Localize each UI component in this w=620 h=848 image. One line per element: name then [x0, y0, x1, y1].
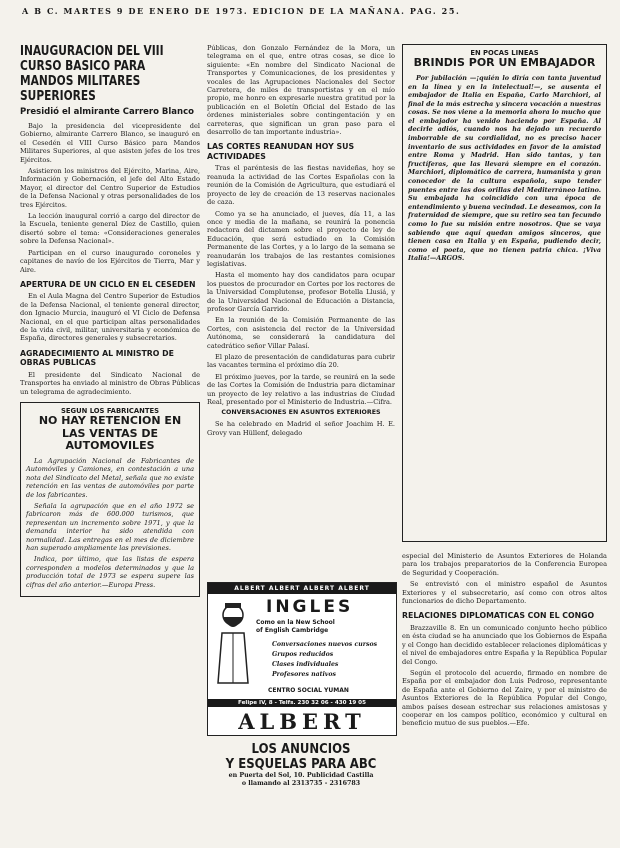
paragraph: Hasta el momento hay dos candidatos para ocupar los puestos de procurador en Cortes por los rectores de la Universidad Complutense, profesor Botella Llusiá, y de la Universidad Nacional de Educación a Distancia, profesor García Garrido.: [207, 271, 395, 313]
box-kicker: SEGUN LOS FABRICANTES: [61, 407, 159, 416]
paragraph: En la reunión de la Comisión Permanente de las Cortes, con asistencia del rector de la Universidad Autónoma, se considerará la candidatura del catedrático señor Villar Palasí.: [207, 316, 395, 350]
paragraph: Según el protocolo del acuerdo, firmado en nombre de España por el embajador don Luis Pedroso, representante de España ante el Gobierno del Zaire, y por el ministro de Asuntos Exteriores de la República Popular del Congo, ambos países desean estrechar sus relaciones amistosas y cooperar en los campos político, económico y cultural en beneficio mutuo de sus pueblos.—Efe.: [402, 668, 607, 728]
boxed-article-brindis: [402, 44, 607, 542]
ad-tagline: Como en la New School: [256, 619, 335, 626]
paragraph: Bajo la presidencia del vicepresidente del Gobierno, almirante Carrero Blanco, se inauguró en el Cesedén el VIII Curso Básico para Mandos Militares Superiores, al que asisten jefes de los tres Ejércitos.: [20, 122, 200, 164]
paragraph: especial del Ministerio de Asuntos Exteriores de Holanda para los trabajos preparatorios de la Conferencia Europea de Seguridad y Cooperación.: [402, 552, 607, 577]
advertisement-albert: [207, 582, 397, 736]
paragraph: En el Aula Magna del Centro Superior de Estudios de la Defensa Nacional, el teniente general director, don Ignacio Murcia, inauguró el VI Ciclo de Defensa Nacional, en el que participan altas personalidades de la vida civil, militar, universitaria y económica de España, directores generales y subsecretarios.: [20, 292, 200, 343]
box-headline: BRINDIS POR UN EMBAJADOR: [413, 56, 596, 70]
column-left: [20, 44, 200, 597]
ad-item: Grupos reducidos: [272, 651, 334, 658]
paragraph: El plazo de presentación de candidaturas para cubrir las vacantes termina el próximo día 20.: [207, 353, 395, 370]
paragraph: Por jubilación —¡quién lo diría con tanta juventud en la línea y en la intelectual!—, se ausenta el embajador de Italia en España, Carlo Marchiori, al final de la más estrecha y sincera vocación a nuestras cosas. Se nos viene a la memoria ahora lo mucho que el embajador ha venido haciendo por España. Al decirle adiós, cuando nos ha dejado un recuerdo imborrable de su cordialidad, no es preciso hacer inventario de sus actividades en favor de la amistad entre Roma y Madrid. Han sido tantas, y tan fructíferas, que las llevará siempre en el corazón. Marchiori, diplomático de carrera, humanista y gran conocedor de la cultura española, supo tender puentes entre las dos orillas del Mediterráneo latino. Su embajada ha coincidido con una época de entendimiento y buena vecindad. Le deseamos, con la fraternidad de siempre, que su retiro sea tan fecundo como lo fue su misión entre nosotros. Que se vaya sabiendo que aquí quedan amigos sinceros, que tienen casa en Italia y en España, pudiendo decir, como el poeta, que no tienen patria chica. ¡Viva Italia!—ARGOS.: [408, 73, 601, 263]
classified-notice: [207, 742, 395, 788]
paragraph: Como ya se ha anunciado, el jueves, día 11, a las once y media de la mañana, se reunirá la ponencia redactora del dictamen sobre el proyecto de ley de Educación, que será estudiado en la Comisión Permanente de las Cortes, y a lo largo de la semana se reanudarán los trabajos de las restantes comisiones legislativas.: [207, 209, 395, 268]
paragraph: Señala la agrupación que en el año 1972 se fabricaron más de 600.000 turismos, que representan un incremento sobre 1971, y que la demanda interior ha sido atendida con normalidad. Las entregas en el mes de diciembre han superado ampliamente las previsiones.: [26, 502, 194, 553]
section-heading: AGRADECIMIENTO AL MINISTRO DE OBRAS PUBLICAS: [20, 348, 174, 368]
paragraph: La Agrupación Nacional de Fabricantes de Automóviles y Camiones, en contestación a una nota del Sindicato del Metal, señala que no existe retención en las ventas de automóviles por parte de los fabricantes.: [26, 456, 194, 499]
ad-item: Conversaciones nuevos cursos: [272, 641, 378, 648]
boxed-article-automoviles: [20, 402, 200, 597]
notice-title: LOS ANUNCIOS: [251, 742, 351, 757]
ad-tagline: of English Cambridge: [256, 627, 329, 634]
column-center: [207, 44, 395, 574]
bearded-man-icon: [214, 599, 252, 689]
paragraph: Asistieron los ministros del Ejército, Marina, Aire, Información y Gobernación, el jefe del Alto Estado Mayor, el director del Centro Superior de Estudios de la Defensa Nacional y otras personalidades de los tres Ejércitos.: [20, 167, 200, 209]
notice-title: Y ESQUELAS PARA ABC: [225, 757, 377, 772]
paragraph: Públicas, don Gonzalo Fernández de la Mora, un telegrama en el que, entre otras cosas, se dice lo siguiente: «En nombre del Sindicato Nacional de Transportes y Comunicaciones, de los presidentes y vocales de las Agrupaciones Nacionales del Sector Carretera, de miles de transportistas y en el mío propio, me honro en expresarle nuestra gratitud por la publicación en el Boletín Oficial del Estado de las órdenes ministeriales sobre contingentación y en carreteras, que significan un gran paso para el desarrollo de tan importante industria».: [207, 44, 395, 137]
ad-brand: INGLES: [266, 597, 354, 617]
subhead-carrero: Presidió el almirante Carrero Blanco: [20, 107, 194, 117]
masthead: A B C. MARTES 9 DE ENERO DE 1973. EDICION DE LA MAÑANA. PAG. 25.: [22, 6, 461, 16]
paragraph: Indica, por último, que las listas de espera corresponden a modelos determinados y que la producción total de 1973 se espera supere las cifras del año anterior.—Europa Press.: [26, 555, 194, 589]
paragraph: Se entrevistó con el ministro español de Asuntos Exteriores y el subsecretario, así como con otros altos funcionarios de dicho Departamento.: [402, 580, 607, 606]
box-kicker: EN POCAS LINEAS: [470, 49, 539, 57]
paragraph: Participan en el curso inaugurado coroneles y capitanes de navío de los Ejércitos de Tierra, Mar y Aire.: [20, 248, 200, 274]
ad-item: Clases individuales: [272, 661, 339, 668]
ad-phone: Felipe IV, 8 - Telfs. 230 32 06 - 430 19 05: [208, 699, 396, 707]
notice-line: o llamando al 2313735 - 2316783: [241, 780, 361, 787]
paragraph: El presidente del Sindicato Nacional de Transportes ha enviado al ministro de Obras Públicas un telegrama de agradecimiento.: [20, 370, 200, 396]
paragraph: La lección inaugural corrió a cargo del director de la Escuela, teniente general Díez de Castillo, quien disertó sobre el tema: «Consideraciones generales sobre la Defensa Nacional».: [20, 212, 200, 246]
ad-name: ALBERT: [238, 709, 366, 734]
box-headline: NO HAY RETENCION EN LAS VENTAS DE AUTOMOVILES: [38, 414, 182, 453]
headline-curso: INAUGURACION DEL VIII CURSO BASICO PARA MANDOS MILITARES SUPERIORES: [20, 44, 164, 104]
paragraph: El próximo jueves, por la tarde, se reunirá en la sede de las Cortes la Comisión de Industria para dictaminar un proyecto de ley relativo a las industrias de Ciudad Real, presentado por el Ministerio de Industria.—Cifra.: [207, 372, 395, 407]
section-heading: APERTURA DE UN CICLO EN EL CESEDEN: [20, 279, 196, 289]
notice-line: en Puerta del Sol, 10. Publicidad Castilla: [228, 772, 374, 779]
section-heading: CONVERSACIONES EN ASUNTOS EXTERIORES: [221, 409, 381, 417]
paragraph: Se ha celebrado en Madrid el señor Joachim H. E. Grovy van Hüllenf, delegado: [207, 420, 395, 437]
paragraph: Tras el paréntesis de las fiestas navideñas, hoy se reanuda la actividad de las Cortes Españolas con la reunión de la Comisión de Agricultura, que estudiará el proyecto de ley de creación de 13 reservas nacionales de caza.: [207, 164, 395, 207]
ad-topline: ALBERT ALBERT ALBERT ALBERT: [208, 583, 396, 594]
ad-centre: CENTRO SOCIAL YUMAN: [268, 687, 349, 694]
paragraph: Brazzaville 8. En un comunicado conjunto hecho público en ésta ciudad se ha anunciado que los Gobiernos de España y el Congo han decidido establecer relaciones diplomáticas y el nivel de embajadores entre España y la República Popular del Congo.: [402, 623, 607, 666]
column-right-lower: [402, 552, 607, 842]
column-right: [402, 44, 607, 542]
section-heading: LAS CORTES REANUDAN HOY SUS ACTIVIDADES: [207, 142, 355, 161]
section-heading: RELACIONES DIPLOMATICAS CON EL CONGO: [402, 611, 595, 621]
ad-item: Profesores nativos: [272, 671, 337, 678]
